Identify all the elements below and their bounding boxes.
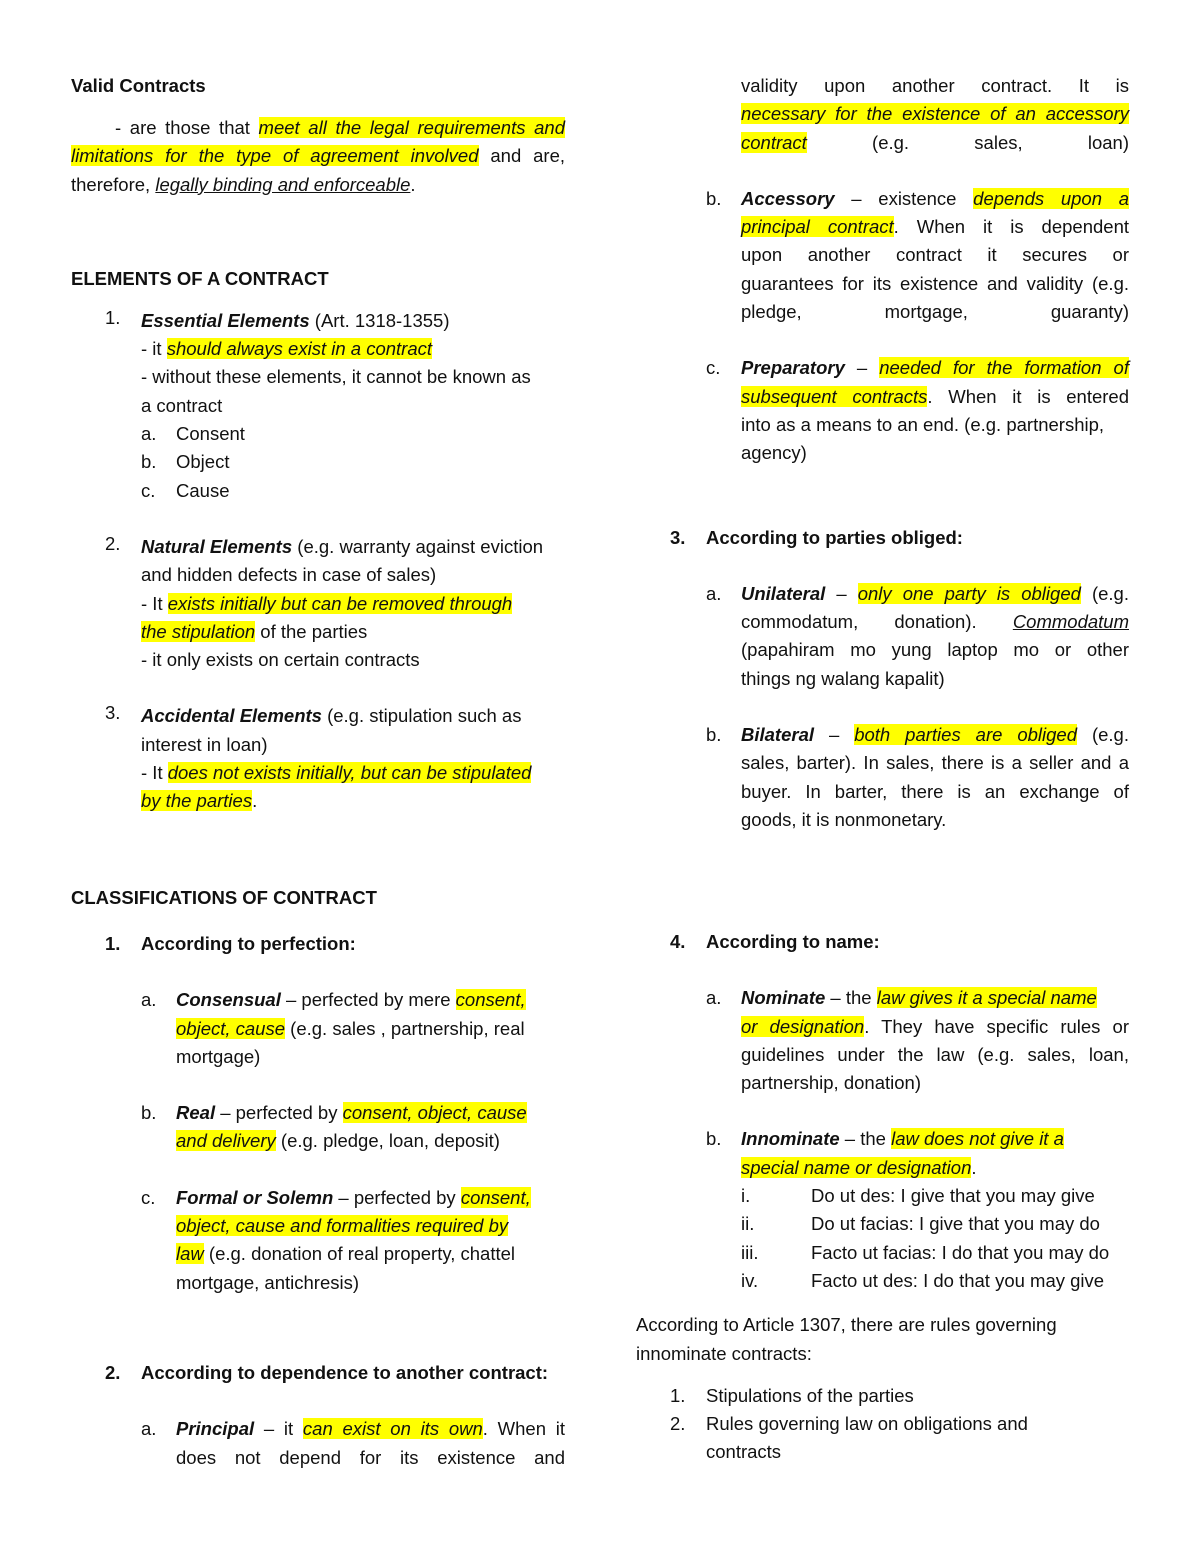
text: - It	[141, 592, 168, 614]
term: Real	[176, 1102, 216, 1124]
list-item	[636, 1382, 1129, 1410]
text: - without these elements, it cannot be known as	[141, 366, 531, 388]
left-bottom-column	[71, 884, 565, 1472]
text: –	[844, 357, 880, 379]
term: Unilateral	[741, 582, 826, 604]
text: . When it	[482, 1418, 565, 1440]
text: . When it is dependent	[893, 216, 1129, 238]
text: (e.g. warranty against eviction	[292, 535, 544, 557]
text: a contract	[141, 394, 223, 416]
text: .	[971, 1156, 977, 1178]
highlight: law	[176, 1243, 204, 1265]
list-marker: c.	[141, 479, 156, 501]
text: therefore,	[71, 173, 156, 195]
innominate-item	[636, 1125, 1129, 1182]
left-column	[71, 72, 565, 816]
list-item	[636, 1267, 1129, 1295]
highlight: only one party is obliged	[857, 582, 1081, 604]
text: – existence	[834, 187, 974, 209]
highlight: consent, object, cause	[342, 1102, 527, 1124]
list-marker: a.	[706, 582, 722, 604]
highlight: special name or designation	[741, 1156, 972, 1178]
list-number: 1.	[105, 306, 121, 328]
list-marker: a.	[141, 423, 157, 445]
underlined-text: Commodatum	[1012, 611, 1129, 633]
term: Accessory	[741, 187, 835, 209]
list-marker: b.	[706, 724, 722, 746]
text: According to name:	[706, 931, 880, 952]
highlight: object, cause and formalities required by	[176, 1215, 509, 1237]
formal-item	[71, 1184, 565, 1297]
highlight: subsequent contracts	[741, 385, 928, 407]
nominate-item	[636, 984, 1129, 1097]
list-marker: b.	[141, 451, 157, 473]
list-number: 3.	[105, 702, 121, 724]
text: (e.g.	[1077, 724, 1129, 746]
list-marker: a.	[141, 989, 157, 1011]
text: upon another contract it secures or	[741, 244, 1129, 266]
highlight: object, cause	[176, 1017, 286, 1039]
list-item-continued: contracts	[706, 1441, 782, 1463]
article-text: According to Article 1307, there are rules governing	[636, 1314, 1057, 1336]
text: (e.g.	[1080, 582, 1129, 604]
list-marker: c.	[706, 357, 721, 379]
principal-continued	[636, 72, 1129, 157]
highlight: depends upon a	[973, 187, 1129, 209]
text: buyer. In barter, there is an exchange of	[741, 780, 1129, 802]
list-item	[636, 1210, 1129, 1238]
text: does not depend for its existence and	[176, 1446, 565, 1468]
text: Do ut des: I give that you may give	[811, 1185, 1095, 1207]
principal-item	[71, 1415, 565, 1472]
text: (Art. 1318-1355)	[309, 309, 450, 331]
preparatory-item	[636, 354, 1129, 467]
text: – perfected by	[215, 1102, 343, 1124]
list-number: 2.	[105, 532, 121, 554]
text: (e.g. donation of real property, chattel	[203, 1243, 516, 1265]
text: Object	[176, 451, 230, 473]
list-marker: b.	[706, 1128, 722, 1150]
text: sales, barter). In sales, there is a seller and a	[741, 752, 1129, 774]
highlight: by the parties	[141, 790, 253, 812]
text: Consent	[176, 423, 245, 445]
text: - are those that	[115, 117, 259, 138]
text: mortgage, antichresis)	[176, 1271, 360, 1293]
text: . When it is entered	[927, 385, 1130, 407]
highlight: necessary for the existence of an accessory	[741, 103, 1129, 125]
text: (e.g. sales , partnership, real	[285, 1017, 525, 1039]
highlight: the stipulation	[141, 620, 256, 642]
list-number: 2.	[670, 1413, 686, 1435]
term: Accidental Elements	[141, 705, 322, 727]
term: Bilateral	[741, 724, 815, 746]
highlight: does not exists initially, but can be stipulated	[167, 762, 532, 784]
list-marker: a.	[141, 1418, 157, 1440]
list-marker: ii.	[741, 1213, 755, 1235]
dependence-heading	[71, 1359, 565, 1387]
list-item	[636, 1410, 1129, 1438]
highlight: consent,	[455, 989, 526, 1011]
list-marker: b.	[706, 187, 722, 209]
text: agency)	[741, 442, 807, 464]
text: (e.g. stipulation such as	[321, 705, 522, 727]
list-item	[636, 1182, 1129, 1210]
highlight: contract	[741, 131, 807, 153]
bilateral-item	[636, 721, 1129, 834]
text: – perfected by	[333, 1186, 461, 1208]
text: mortgage)	[176, 1045, 261, 1067]
list-number: 2.	[105, 1361, 121, 1383]
text: and hidden defects in case of sales)	[141, 564, 437, 586]
term: Consensual	[176, 989, 281, 1011]
list-item	[71, 420, 565, 448]
highlight: or designation	[741, 1015, 865, 1037]
text: – it	[254, 1418, 303, 1440]
text: Facto ut des: I do that you may give	[811, 1269, 1105, 1291]
text: into as a means to an end. (e.g. partnership,	[741, 413, 1105, 435]
text: According to parties obliged:	[706, 526, 963, 548]
text: - it only exists on certain contracts	[141, 649, 420, 671]
text: Cause	[176, 479, 230, 501]
text: - it	[141, 338, 167, 360]
text: (e.g. pledge, loan, deposit)	[275, 1130, 500, 1152]
text: According to perfection:	[141, 933, 356, 954]
text: pledge, mortgage, guaranty)	[741, 301, 1129, 323]
accessory-item	[636, 185, 1129, 326]
list-marker: b.	[141, 1102, 157, 1124]
text: and are,	[478, 145, 566, 167]
list-number: 1.	[105, 933, 121, 954]
highlight: and delivery	[176, 1130, 276, 1152]
text: Facto ut facias: I do that you may do	[811, 1241, 1110, 1263]
highlight: exists initially but can be removed through	[167, 592, 513, 614]
highlight: should always exist in a contract	[166, 338, 432, 360]
elements-heading: ELEMENTS OF A CONTRACT	[71, 267, 329, 289]
highlight: consent,	[460, 1186, 531, 1208]
text: partnership, donation)	[741, 1072, 921, 1094]
text: Stipulations of the parties	[706, 1384, 914, 1406]
highlight: can exist on its own	[302, 1418, 483, 1440]
underlined-text: legally binding and enforceable	[155, 173, 411, 195]
term: Natural Elements	[141, 535, 293, 557]
term: Principal	[176, 1418, 255, 1440]
text: validity upon another contract. It is	[741, 75, 1129, 96]
list-marker: a.	[706, 987, 722, 1009]
classifications-heading: CLASSIFICATIONS OF CONTRACT	[71, 887, 377, 908]
highlight: both parties are obliged	[854, 724, 1078, 746]
article-text: innominate contracts:	[636, 1342, 812, 1364]
valid-contracts-heading: Valid Contracts	[71, 75, 206, 96]
valid-contracts-definition	[71, 114, 565, 199]
text: – perfected by mere	[280, 989, 456, 1011]
natural-elements-item	[71, 533, 565, 674]
text: –	[814, 724, 855, 746]
text: (e.g. sales, loan)	[806, 131, 1129, 153]
term: Preparatory	[741, 357, 845, 379]
right-column	[636, 72, 1129, 834]
highlight: meet all the legal requirements and	[258, 117, 565, 138]
text: – the	[839, 1128, 892, 1150]
list-item	[71, 477, 565, 505]
text: commodatum, donation).	[741, 611, 1013, 633]
text: - It	[141, 762, 168, 784]
perfection-heading	[71, 930, 565, 958]
list-marker: iv.	[741, 1269, 759, 1291]
text: –	[825, 582, 858, 604]
highlight: law gives it a special name	[876, 987, 1097, 1009]
right-bottom-column	[636, 928, 1129, 1467]
text: – the	[825, 987, 877, 1009]
list-number: 4.	[670, 931, 686, 952]
text: guidelines under the law (e.g. sales, loan,	[741, 1043, 1129, 1065]
list-number: 3.	[670, 526, 686, 548]
accidental-elements-item	[71, 702, 565, 815]
list-item	[636, 1239, 1129, 1267]
essential-elements-item	[71, 307, 565, 420]
text: (papahiram mo yung laptop mo or other	[741, 639, 1129, 661]
text: . They have specific rules or	[864, 1015, 1129, 1037]
text: Do ut facias: I give that you may do	[811, 1213, 1100, 1235]
text: of the parties	[255, 620, 368, 642]
text: .	[410, 173, 416, 195]
unilateral-item	[636, 580, 1129, 693]
list-marker: c.	[141, 1186, 156, 1208]
name-heading	[636, 928, 1129, 956]
list-marker: iii.	[741, 1241, 759, 1263]
term: Nominate	[741, 987, 826, 1009]
term: Essential Elements	[141, 309, 310, 331]
text: things ng walang kapalit)	[741, 667, 945, 689]
term: Innominate	[741, 1128, 840, 1150]
highlight: limitations for the type of agreement involved	[71, 145, 479, 167]
list-item	[71, 448, 565, 476]
text: interest in loan)	[141, 733, 268, 755]
consensual-item	[71, 986, 565, 1071]
highlight: principal contract	[741, 216, 894, 238]
highlight: law does not give it a	[891, 1128, 1064, 1150]
term: Formal or Solemn	[176, 1186, 334, 1208]
parties-heading	[636, 524, 1129, 552]
highlight: needed for the formation of	[879, 357, 1129, 379]
list-number: 1.	[670, 1384, 686, 1406]
real-item	[71, 1099, 565, 1156]
text: goods, it is nonmonetary.	[741, 808, 947, 830]
text: .	[252, 790, 258, 812]
text: Rules governing law on obligations and	[706, 1413, 1028, 1435]
text: guarantees for its existence and validity (e.g.	[741, 272, 1129, 294]
text: According to dependence to another contract:	[141, 1361, 549, 1383]
list-marker: i.	[741, 1185, 751, 1207]
